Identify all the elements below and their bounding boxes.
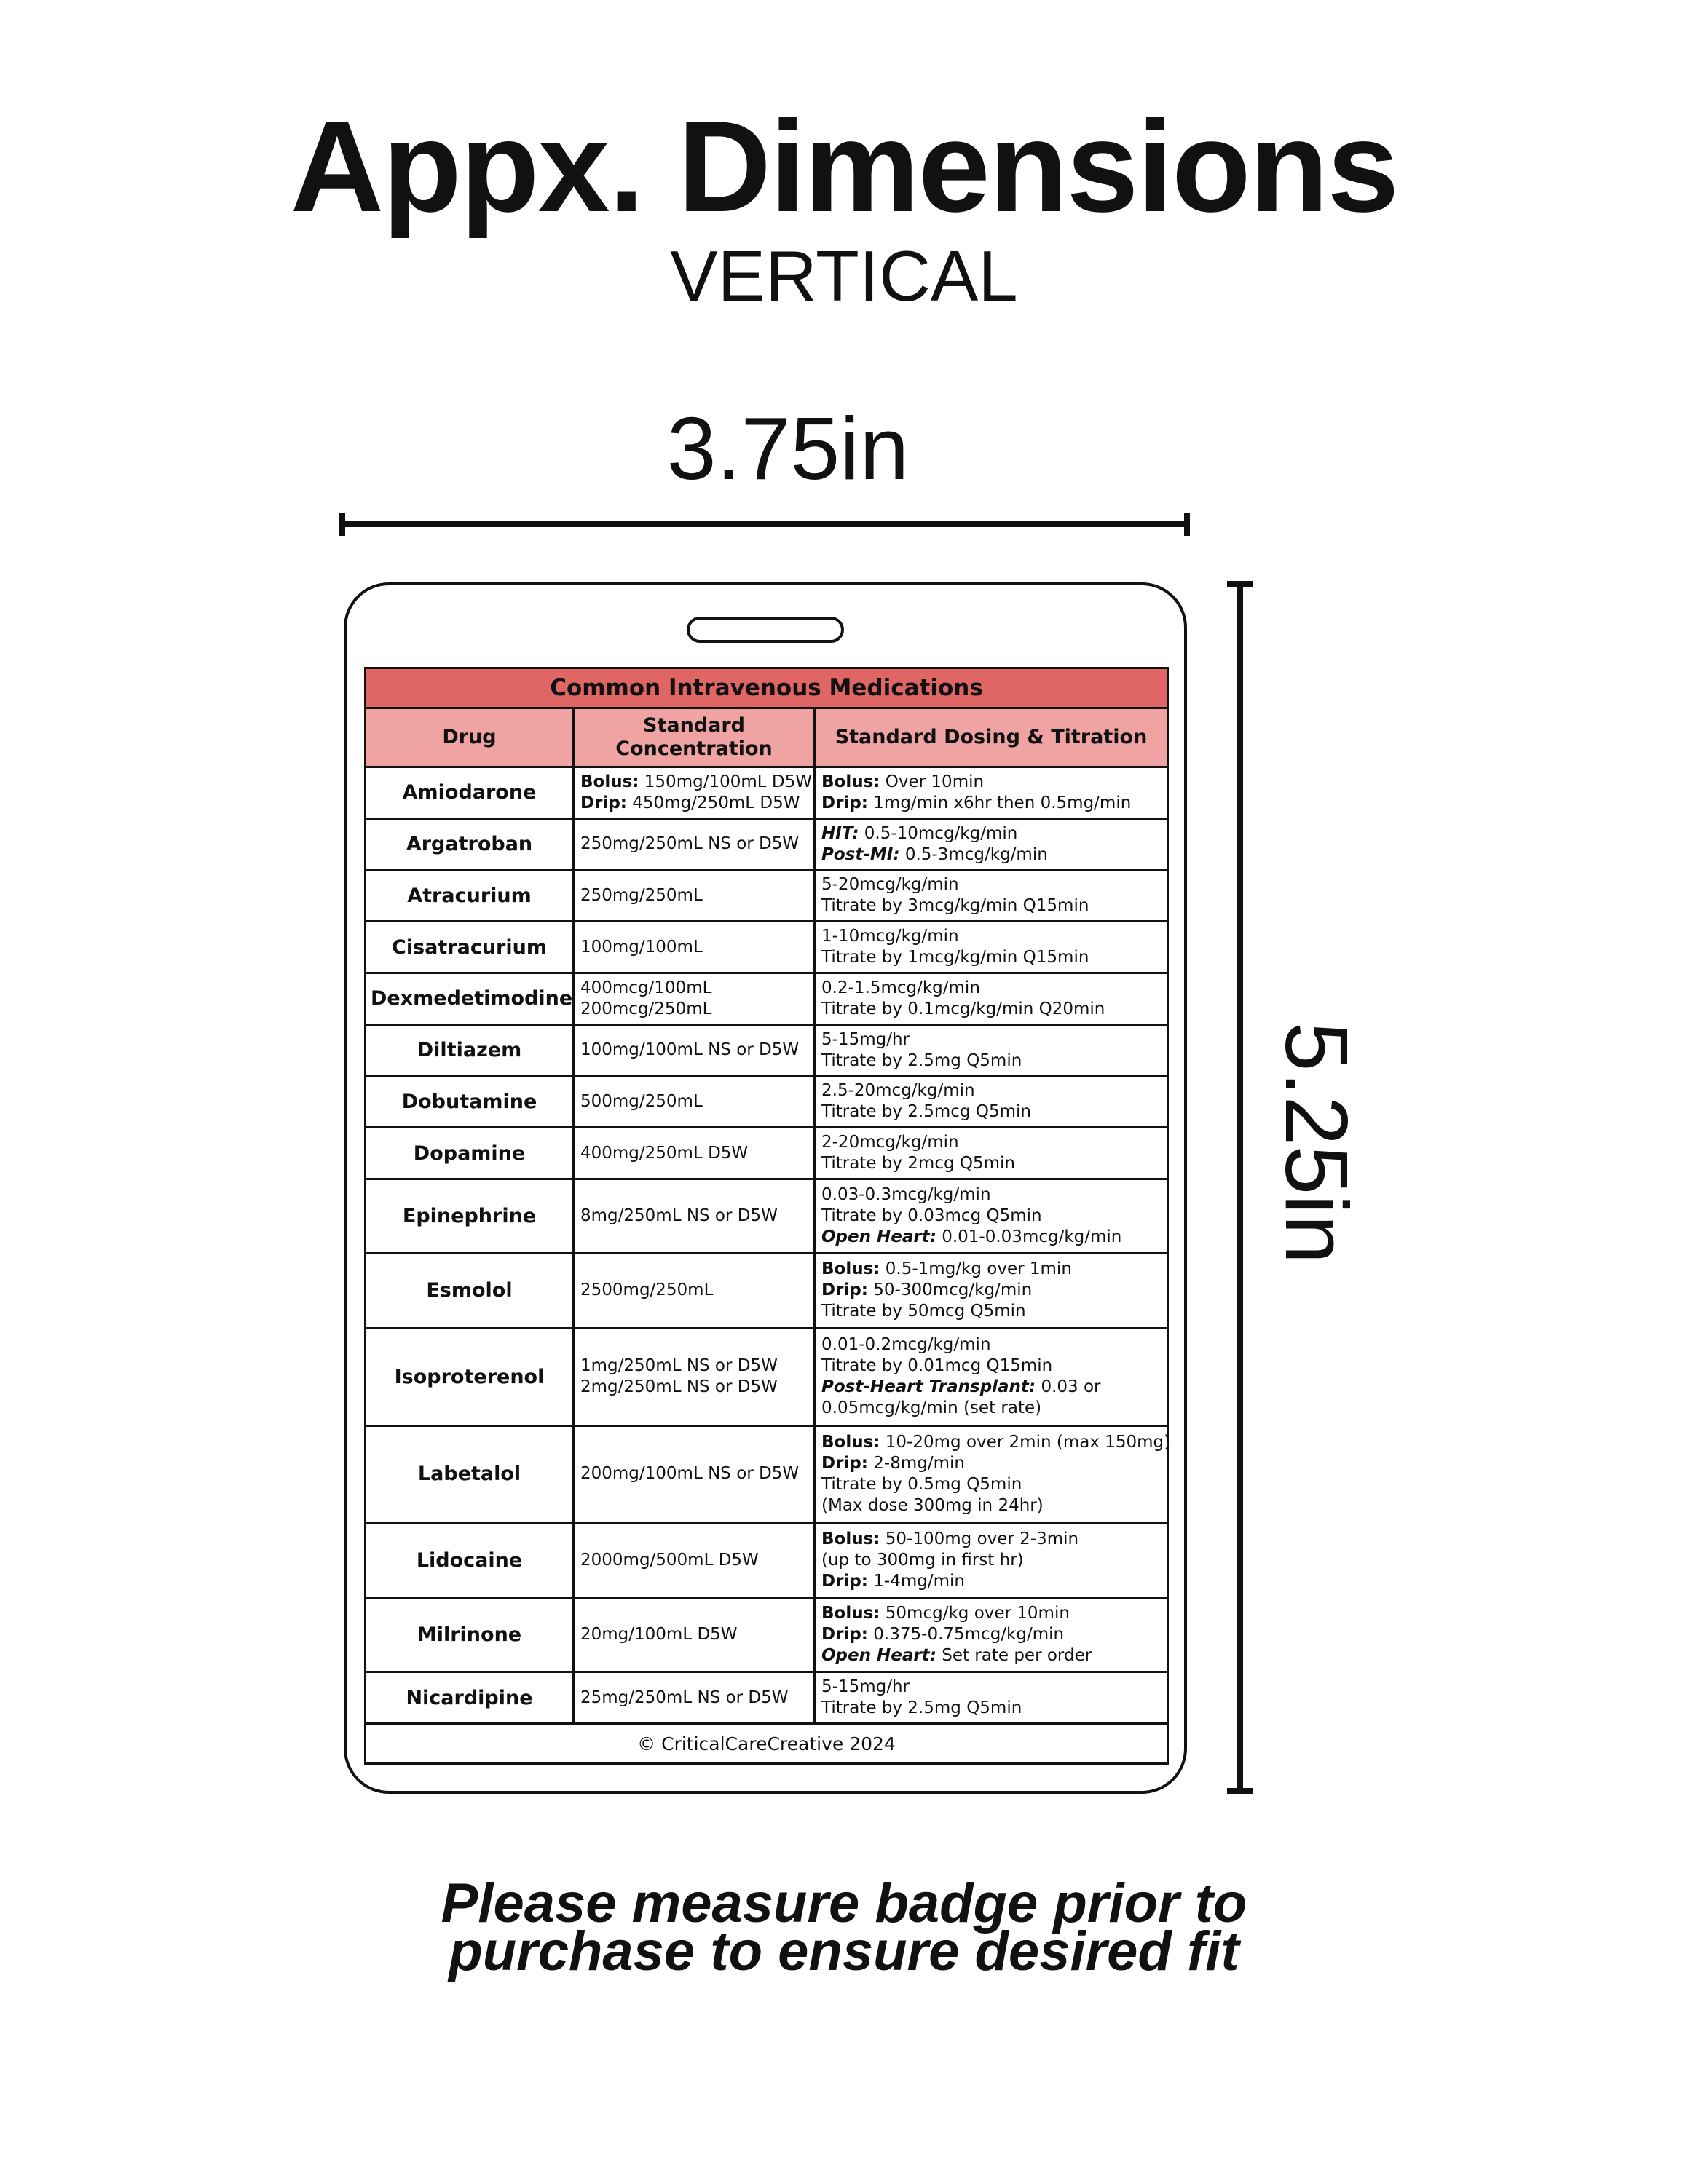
dosing-line-text: 0.5-3mcg/kg/min xyxy=(899,844,1048,864)
measure-note-line-2: purchase to ensure desired fit xyxy=(449,1920,1239,1982)
dosing-line xyxy=(821,1603,1161,1624)
dosing-line-text: 10-20mg over 2min (max 150mg) xyxy=(880,1432,1171,1452)
dosing-line xyxy=(821,1529,1161,1550)
concentration-line xyxy=(580,1143,808,1164)
dosing-cell xyxy=(815,870,1168,922)
drug-name: Esmolol xyxy=(366,1254,574,1328)
concentration-line-text: 400mcg/100mL xyxy=(580,978,712,997)
dosing-line-text: Titrate by 1mcg/kg/min Q15min xyxy=(821,948,1089,968)
copyright-footer: © CriticalCareCreative 2024 xyxy=(366,1724,1168,1764)
concentration-line-text: 100mg/100mL NS or D5W xyxy=(580,1040,800,1060)
concentration-line-label: Drip: xyxy=(580,793,627,812)
concentration-line-text: 20mg/100mL D5W xyxy=(580,1624,738,1644)
concentration-line xyxy=(580,1280,808,1301)
medication-rows xyxy=(366,767,1171,1724)
dosing-line xyxy=(821,1080,1161,1101)
table-row xyxy=(366,818,1168,870)
dosing-line xyxy=(821,844,1161,866)
concentration-line xyxy=(580,978,808,999)
dosing-line-text: 0.05mcg/kg/min (set rate) xyxy=(821,1398,1042,1418)
dosing-line-label: Open Heart: xyxy=(821,1227,936,1247)
concentration-cell xyxy=(574,767,815,819)
height-dimension-cap-top xyxy=(1227,581,1253,587)
drug-name: Lidocaine xyxy=(366,1523,574,1597)
dosing-line-text: 50-100mg over 2-3min xyxy=(880,1529,1079,1548)
dosing-line xyxy=(821,772,1161,793)
measure-note xyxy=(0,1872,1688,1982)
dosing-line-text: 50mcg/kg over 10min xyxy=(880,1603,1070,1623)
drug-name: Dopamine xyxy=(366,1128,574,1179)
drug-name: Dobutamine xyxy=(366,1076,574,1128)
dosing-line-text: Titrate by 50mcg Q5min xyxy=(821,1302,1026,1321)
concentration-line xyxy=(580,793,808,814)
dosing-line xyxy=(821,1334,1161,1356)
concentration-cell xyxy=(574,973,815,1025)
dosing-line-label: Post-MI: xyxy=(821,844,900,864)
concentration-line xyxy=(580,772,812,793)
dosing-line xyxy=(821,1453,1161,1474)
dosing-line-text: Titrate by 2mcg Q5min xyxy=(821,1154,1016,1174)
dosing-line xyxy=(821,823,1161,844)
dosing-line-text: Titrate by 2.5mcg Q5min xyxy=(821,1102,1031,1122)
dosing-cell xyxy=(815,1128,1168,1179)
drug-name: Isoproterenol xyxy=(366,1328,574,1425)
concentration-line-text: 2mg/250mL NS or D5W xyxy=(580,1377,778,1397)
concentration-line-text: 2500mg/250mL xyxy=(580,1281,714,1300)
table-row xyxy=(366,1523,1168,1597)
dosing-line xyxy=(821,1051,1161,1072)
height-dimension-label: 5.25in xyxy=(1267,1021,1366,1265)
concentration-cell xyxy=(574,1328,815,1425)
dosing-line xyxy=(821,1677,1161,1698)
dosing-line-text: 0.5-1mg/kg over 1min xyxy=(880,1259,1072,1279)
drug-name: Amiodarone xyxy=(366,767,574,819)
dosing-line xyxy=(821,1571,1161,1592)
concentration-line-text: 200mcg/250mL xyxy=(580,999,712,1018)
concentration-line-text: 250mg/250mL NS or D5W xyxy=(580,834,800,854)
dosing-line xyxy=(821,1432,1171,1453)
dosing-line-text: 0.03 or xyxy=(1036,1377,1101,1397)
concentration-cell xyxy=(574,1076,815,1128)
concentration-cell xyxy=(574,922,815,973)
dosing-line xyxy=(821,1227,1161,1248)
dosing-line-label: Drip: xyxy=(821,793,868,812)
dosing-line-label: Drip: xyxy=(821,1281,868,1300)
dosing-cell xyxy=(815,1179,1168,1254)
drug-name: Dexmedetimodine xyxy=(366,973,574,1025)
concentration-line xyxy=(580,999,808,1020)
concentration-cell xyxy=(574,1523,815,1597)
dosing-line-text: 2.5-20mcg/kg/min xyxy=(821,1081,975,1101)
dosing-line-text: 0.5-10mcg/kg/min xyxy=(859,823,1018,843)
dosing-cell xyxy=(815,1328,1168,1425)
concentration-line xyxy=(580,1091,808,1112)
concentration-line xyxy=(580,937,808,958)
dosing-line-text: 1-4mg/min xyxy=(867,1571,965,1591)
concentration-line-text: 2000mg/500mL D5W xyxy=(580,1550,759,1570)
dosing-line xyxy=(821,1495,1161,1516)
dosing-line-text: 5-15mg/hr xyxy=(821,1677,910,1697)
dosing-line-text: 0.01-0.03mcg/kg/min xyxy=(936,1227,1122,1247)
dosing-line-label: Bolus: xyxy=(821,1529,880,1548)
dosing-line-label: Post-Heart Transplant: xyxy=(821,1377,1036,1397)
concentration-line xyxy=(580,885,808,906)
table-row xyxy=(366,922,1168,973)
concentration-line-text: 200mg/100mL NS or D5W xyxy=(580,1464,800,1484)
drug-name: Cisatracurium xyxy=(366,922,574,973)
concentration-line xyxy=(580,1688,808,1709)
drug-name: Argatroban xyxy=(366,818,574,870)
dosing-line-text: 1mg/min x6hr then 0.5mg/min xyxy=(867,793,1132,812)
dosing-line xyxy=(821,895,1161,917)
measure-note-line-1: Please measure badge prior to xyxy=(441,1872,1247,1934)
concentration-cell xyxy=(574,1128,815,1179)
concentration-cell xyxy=(574,870,815,922)
dosing-line xyxy=(821,1550,1161,1571)
drug-name: Epinephrine xyxy=(366,1179,574,1254)
dosing-line xyxy=(821,1377,1161,1398)
dosing-line xyxy=(821,1474,1161,1495)
table-row xyxy=(366,1076,1168,1128)
dosing-line-label: Bolus: xyxy=(821,1603,880,1623)
concentration-line xyxy=(580,1463,808,1484)
concentration-cell xyxy=(574,1597,815,1671)
dosing-line-label: Drip: xyxy=(821,1571,868,1591)
dosing-cell xyxy=(815,1425,1171,1523)
table-row xyxy=(366,973,1168,1025)
dosing-cell xyxy=(815,767,1168,819)
dosing-line-text: Titrate by 0.01mcg Q15min xyxy=(821,1356,1053,1376)
table-row xyxy=(366,1672,1168,1724)
table-row xyxy=(366,1425,1168,1523)
height-dimension-cap-bottom xyxy=(1227,1788,1253,1794)
concentration-line-text: 500mg/250mL xyxy=(580,1091,703,1111)
drug-name: Nicardipine xyxy=(366,1672,574,1724)
concentration-line xyxy=(580,834,808,855)
concentration-line xyxy=(580,1206,808,1227)
table-row xyxy=(366,1254,1168,1328)
dosing-line-text: Titrate by 3mcg/kg/min Q15min xyxy=(821,896,1089,916)
concentration-line-text: 100mg/100mL xyxy=(580,937,703,957)
dosing-cell xyxy=(815,973,1168,1025)
dosing-line xyxy=(821,793,1161,814)
concentration-cell xyxy=(574,1024,815,1076)
dosing-line-label: Bolus: xyxy=(821,1259,880,1279)
dosing-line-text: Set rate per order xyxy=(936,1645,1092,1665)
table-row xyxy=(366,1597,1168,1671)
concentration-line-text: 25mg/250mL NS or D5W xyxy=(580,1688,789,1707)
dosing-cell xyxy=(815,1254,1168,1328)
width-dimension-cap-left xyxy=(339,513,345,536)
table-row xyxy=(366,1128,1168,1179)
dosing-cell xyxy=(815,818,1168,870)
dosing-line-text: 1-10mcg/kg/min xyxy=(821,927,959,946)
dosing-line-text: Titrate by 2.5mg Q5min xyxy=(821,1051,1022,1070)
dosing-line xyxy=(821,1645,1161,1666)
dosing-line xyxy=(821,1029,1161,1051)
dosing-line-label: Open Heart: xyxy=(821,1645,936,1665)
concentration-line-label: Bolus: xyxy=(580,772,639,791)
concentration-line xyxy=(580,1550,808,1571)
concentration-line-text: 450mg/250mL D5W xyxy=(626,793,800,812)
height-dimension-line xyxy=(1237,582,1243,1792)
concentration-line-text: 400mg/250mL D5W xyxy=(580,1143,749,1163)
concentration-line-text: 250mg/250mL xyxy=(580,885,703,905)
concentration-cell xyxy=(574,1179,815,1254)
dosing-line xyxy=(821,1132,1161,1153)
dosing-cell xyxy=(815,1672,1168,1724)
table-row xyxy=(366,767,1168,819)
orientation-label: VERTICAL xyxy=(670,236,1018,316)
concentration-line xyxy=(580,1356,808,1377)
dosing-cell xyxy=(815,1076,1168,1128)
dosing-line xyxy=(821,1356,1161,1377)
dosing-line-text: Titrate by 0.5mg Q5min xyxy=(821,1474,1022,1494)
dosing-line-text: 0.375-0.75mcg/kg/min xyxy=(867,1624,1065,1644)
dosing-line xyxy=(821,1101,1161,1123)
dosing-line-text: 0.2-1.5mcg/kg/min xyxy=(821,978,980,997)
dosing-line xyxy=(821,1280,1161,1301)
column-header-concentration: Standard Concentration xyxy=(574,708,815,767)
table-row xyxy=(366,1328,1168,1425)
dosing-line-label: Bolus: xyxy=(821,772,880,791)
drug-name: Milrinone xyxy=(366,1597,574,1671)
badge-slot-hole xyxy=(687,617,844,643)
dosing-line xyxy=(821,926,1161,947)
dosing-line-text: 0.03-0.3mcg/kg/min xyxy=(821,1185,991,1205)
dosing-line-text: 5-20mcg/kg/min xyxy=(821,875,959,895)
dosing-line xyxy=(821,1206,1161,1227)
dosing-line-text: 2-8mg/min xyxy=(867,1453,965,1473)
dosing-line xyxy=(821,1184,1161,1206)
dosing-line-text: (Max dose 300mg in 24hr) xyxy=(821,1495,1044,1515)
page-title: Appx. Dimensions xyxy=(290,94,1398,239)
dosing-line-text: 0.01-0.2mcg/kg/min xyxy=(821,1335,991,1355)
concentration-cell xyxy=(574,1425,815,1523)
drug-name: Atracurium xyxy=(366,870,574,922)
dosing-line xyxy=(821,1301,1161,1322)
concentration-line xyxy=(580,1040,808,1061)
dosing-line-text: Titrate by 0.03mcg Q5min xyxy=(821,1206,1042,1226)
concentration-line xyxy=(580,1377,808,1398)
dosing-cell xyxy=(815,922,1168,973)
drug-name: Diltiazem xyxy=(366,1024,574,1076)
dosing-line-text: (up to 300mg in first hr) xyxy=(821,1550,1024,1570)
drug-name: Labetalol xyxy=(366,1425,574,1523)
table-row xyxy=(366,1179,1168,1254)
dosing-line xyxy=(821,1398,1161,1419)
dosing-line-text: 5-15mg/hr xyxy=(821,1029,910,1049)
table-row xyxy=(366,870,1168,922)
dosing-line xyxy=(821,1259,1161,1280)
dosing-line-label: Drip: xyxy=(821,1453,868,1473)
dosing-line-label: Drip: xyxy=(821,1624,868,1644)
dosing-line-label: HIT: xyxy=(821,823,859,843)
dosing-line xyxy=(821,874,1161,895)
table-title: Common Intravenous Medications xyxy=(366,668,1168,708)
width-dimension-cap-right xyxy=(1184,513,1190,536)
dosing-line-text: Over 10min xyxy=(880,772,985,791)
medication-table xyxy=(364,667,1169,1765)
dosing-line-text: 50-300mcg/kg/min xyxy=(867,1281,1033,1300)
concentration-cell xyxy=(574,1672,815,1724)
concentration-line-text: 1mg/250mL NS or D5W xyxy=(580,1356,778,1376)
dosing-line xyxy=(821,1624,1161,1645)
concentration-line xyxy=(580,1624,808,1645)
dosing-line-text: Titrate by 0.1mcg/kg/min Q20min xyxy=(821,999,1105,1018)
dosing-line xyxy=(821,978,1161,999)
dosing-cell xyxy=(815,1597,1168,1671)
dosing-cell xyxy=(815,1024,1168,1076)
width-dimension-label: 3.75in xyxy=(666,399,910,498)
dosing-line xyxy=(821,947,1161,968)
width-dimension-line xyxy=(342,521,1187,527)
dosing-line-text: 2-20mcg/kg/min xyxy=(821,1133,959,1152)
dosing-line-label: Bolus: xyxy=(821,1432,880,1452)
dosing-line xyxy=(821,1153,1161,1174)
concentration-line-text: 8mg/250mL NS or D5W xyxy=(580,1206,778,1226)
column-header-drug: Drug xyxy=(366,708,574,767)
concentration-cell xyxy=(574,1254,815,1328)
dosing-line xyxy=(821,999,1161,1020)
table-header-row xyxy=(366,708,1168,767)
dosing-line-text: Titrate by 2.5mg Q5min xyxy=(821,1698,1022,1718)
concentration-cell xyxy=(574,818,815,870)
dosing-cell xyxy=(815,1523,1168,1597)
concentration-line-text: 150mg/100mL D5W xyxy=(639,772,812,791)
column-header-dosing: Standard Dosing & Titration xyxy=(815,708,1168,767)
dosing-line xyxy=(821,1698,1161,1719)
table-row xyxy=(366,1024,1168,1076)
